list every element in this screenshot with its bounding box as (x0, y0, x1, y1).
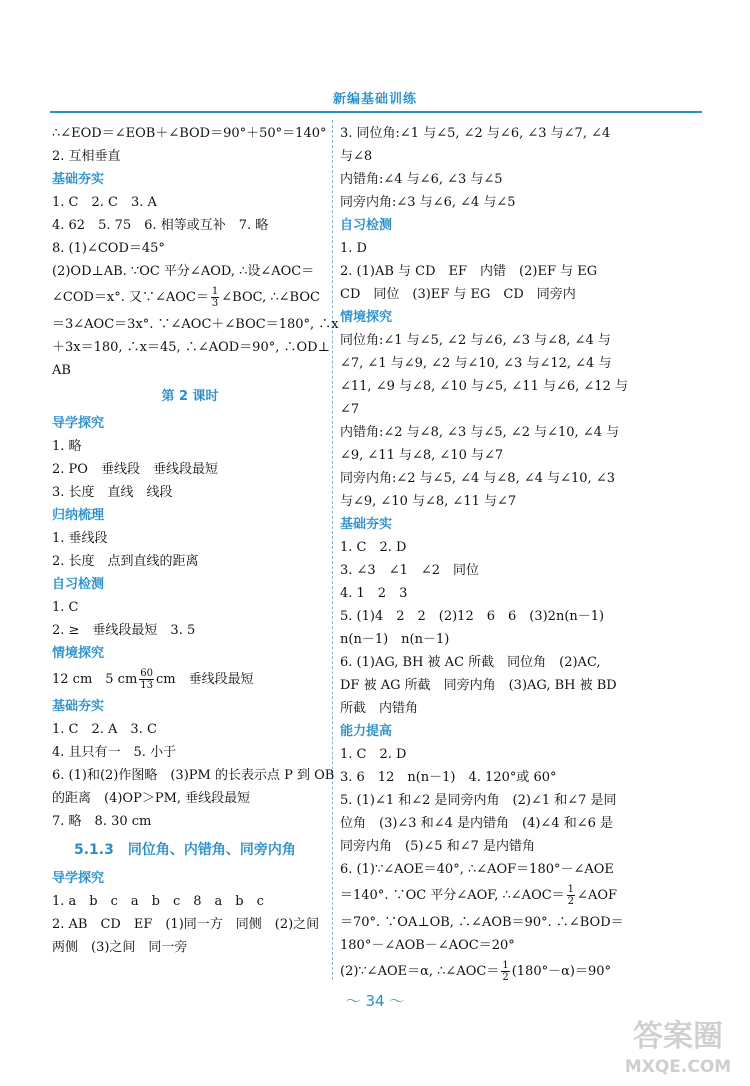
answer-line: 4. 且只有一 5. 小于 (52, 745, 177, 760)
answer-line: 7. 略 8. 30 cm (52, 814, 152, 829)
section-heading: 基础夯实 (52, 172, 105, 187)
answer-line: 1. C 2. D (340, 747, 407, 762)
answer-line: 2. PO 垂线段 垂线段最短 (52, 462, 218, 477)
watermark-text: 答案圈 (633, 1019, 723, 1054)
text-run: ∠BOC, ∴∠BOC (221, 290, 320, 305)
section-heading: 导学探究 (52, 416, 105, 431)
answer-line: 3. 同位角:∠1 与∠5, ∠2 与∠6, ∠3 与∠7, ∠4 (340, 126, 611, 141)
section-heading: 基础夯实 (340, 517, 393, 532)
section-heading: 能力提高 (340, 724, 393, 739)
answer-line: ＋3x＝180, ∴x＝45, ∴∠AOD＝90°, ∴OD⊥ (52, 340, 330, 355)
fraction-denominator: 2 (567, 896, 575, 907)
answer-line: 位角 (3)∠3 和∠4 是内错角 (4)∠4 和∠6 是 (340, 816, 614, 831)
fraction (139, 668, 154, 691)
answer-line (52, 665, 328, 695)
answer-line: 与∠8 (340, 149, 373, 164)
header-rule (50, 111, 702, 113)
answer-line: 6. (1)∵∠AOE＝40°, ∴∠AOF＝180°－∠AOE (340, 862, 614, 877)
fraction (211, 286, 219, 309)
answer-line: 同旁内角:∠3 与∠6, ∠4 与∠5 (340, 195, 516, 210)
section-heading: 自习检测 (340, 218, 393, 233)
answer-line: 内错角:∠4 与∠6, ∠3 与∠5 (340, 172, 503, 187)
answer-line: 2. AB CD EF (1)同一方 同侧 (2)之间 (52, 917, 320, 932)
text-run: ∠COD＝x°. 又∵∠AOC＝ (52, 290, 209, 305)
answer-line: 4. 62 5. 75 6. 相等或互补 7. 略 (52, 218, 269, 233)
answer-line: 2. 互相垂直 (52, 149, 121, 164)
section-heading: 自习检测 (52, 577, 105, 592)
fraction-numerator: 1 (567, 884, 575, 895)
answer-line: 3. ∠3 ∠1 ∠2 同位 (340, 563, 480, 578)
answer-line: 1. 垂线段 (52, 531, 108, 546)
text-run: (2)∵∠AOE＝α, ∴∠AOC＝ (340, 964, 500, 979)
answer-line: 2. ≥ 垂线段最短 3. 5 (52, 623, 196, 638)
answer-line: 内错角:∠2 与∠8, ∠3 与∠5, ∠2 与∠10, ∠4 与 (340, 425, 620, 440)
fraction-numerator: 1 (211, 286, 219, 297)
answer-line: 1. D (340, 241, 367, 256)
column-divider (332, 120, 334, 980)
fraction-numerator: 1 (502, 960, 509, 971)
answer-line: 1. C (52, 600, 79, 615)
answer-line: ∠11, ∠9 与∠8, ∠10 与∠5, ∠11 与∠6, ∠12 与 (340, 379, 628, 394)
answer-line: 180°－∠AOB－∠AOC＝20° (340, 938, 515, 953)
text-run: cm 垂线段最短 (156, 672, 254, 687)
answer-line: 4. 1 2 3 (340, 586, 408, 601)
answer-line: 6. (1)AG, BH 被 AC 所截 同位角 (2)AC, (340, 655, 601, 670)
answer-line: DF 被 AG 所截 同旁内角 (3)AG, BH 被 BD (340, 678, 617, 693)
fraction-denominator: 3 (211, 298, 219, 309)
answer-line: 3. 长度 直线 线段 (52, 485, 173, 500)
fraction (567, 884, 575, 907)
answer-line: 1. a b c a b c 8 a b c (52, 894, 264, 909)
answer-line: n(n－1) n(n－1) (340, 632, 450, 647)
answer-line: 的距离 (4)OP＞PM, 垂线段最短 (52, 791, 251, 806)
answer-line: 1. 略 (52, 439, 82, 454)
answer-line: 同旁内角 (5)∠5 和∠7 是内错角 (340, 839, 536, 854)
text-run: 12 cm 5 cm (52, 672, 138, 687)
answer-line: 1. C 2. C 3. A (52, 195, 157, 210)
text-run: ＝140°. ∵OC 平分∠AOF, ∴∠AOC＝ (340, 888, 565, 903)
section-heading: 归纳梳理 (52, 508, 105, 523)
lesson-title: 5.1.3 同位角、内错角、同旁内角 (74, 842, 296, 858)
answer-line: ＝3∠AOC＝3x°. ∵∠AOC＋∠BOC＝180°, ∴x (52, 317, 339, 332)
answer-line: AB (52, 363, 71, 378)
answer-line: (2)OD⊥AB. ∵OC 平分∠AOD, ∴设∠AOC＝ (52, 264, 315, 279)
answer-line: ∠9, ∠11 与∠8, ∠10 与∠7 (340, 448, 504, 463)
answer-line: 1. C 2. A 3. C (52, 722, 157, 737)
answer-line: 5. (1)∠1 和∠2 是同旁内角 (2)∠1 和∠7 是同 (340, 793, 617, 808)
watermark-logo (612, 1010, 744, 1080)
answer-line: 同旁内角:∠2 与∠5, ∠4 与∠8, ∠4 与∠10, ∠3 (340, 471, 615, 486)
answer-line: 2. (1)AB 与 CD EF 内错 (2)EF 与 EG (340, 264, 598, 279)
page-number: ～ 34 ～ (345, 992, 405, 1010)
answer-line: 8. (1)∠COD＝45° (52, 241, 165, 256)
left-column (52, 122, 339, 959)
right-column (340, 122, 628, 987)
answer-line: 与∠9, ∠10 与∠8, ∠11 与∠7 (340, 494, 517, 509)
answer-line: ∠7, ∠1 与∠9, ∠2 与∠10, ∠3 与∠12, ∠4 与 (340, 356, 612, 371)
answer-line: 2. 长度 点到直线的距离 (52, 554, 199, 569)
running-header-title: 新编基础训练 (332, 92, 417, 107)
answer-line: 同位角:∠1 与∠5, ∠2 与∠6, ∠3 与∠8, ∠4 与 (340, 333, 611, 348)
answer-line: 5. (1)4 2 2 (2)12 6 6 (3)2n(n－1) (340, 609, 605, 624)
watermark-url: MXQE.COM (624, 1057, 732, 1077)
answer-line: CD 同位 (3)EF 与 EG CD 同旁内 (340, 287, 576, 302)
section-heading: 情境探究 (340, 310, 393, 325)
answer-line: ∠7 (340, 402, 360, 417)
fraction (501, 960, 509, 983)
fraction-numerator: 60 (140, 668, 154, 679)
answer-line (340, 881, 618, 911)
lesson-title: 第 2 课时 (161, 389, 219, 404)
section-heading: 情境探究 (52, 646, 105, 661)
fraction-denominator: 13 (140, 680, 154, 691)
answer-line (52, 283, 328, 313)
answer-line: 6. (1)和(2)作图略 (3)PM 的长表示点 P 到 OB (52, 768, 335, 783)
section-heading: 导学探究 (52, 871, 105, 886)
answer-line: 1. C 2. D (340, 540, 407, 555)
answer-line: ∴∠EOD＝∠EOB＋∠BOD＝90°＋50°＝140° (52, 126, 327, 141)
text-run: (180°－α)＝90° (511, 964, 611, 979)
section-heading: 基础夯实 (52, 699, 105, 714)
text-run: ∠AOF (577, 888, 618, 903)
answer-line: 两侧 (3)之间 同一旁 (52, 940, 188, 955)
answer-line: ＝70°. ∵OA⊥OB, ∴∠AOB＝90°. ∴∠BOD＝ (340, 915, 624, 930)
answer-line: 所截 内错角 (340, 701, 419, 716)
answer-line: 3. 6 12 n(n－1) 4. 120°或 60° (340, 770, 557, 785)
answer-line (340, 957, 612, 987)
fraction-denominator: 2 (502, 972, 509, 983)
